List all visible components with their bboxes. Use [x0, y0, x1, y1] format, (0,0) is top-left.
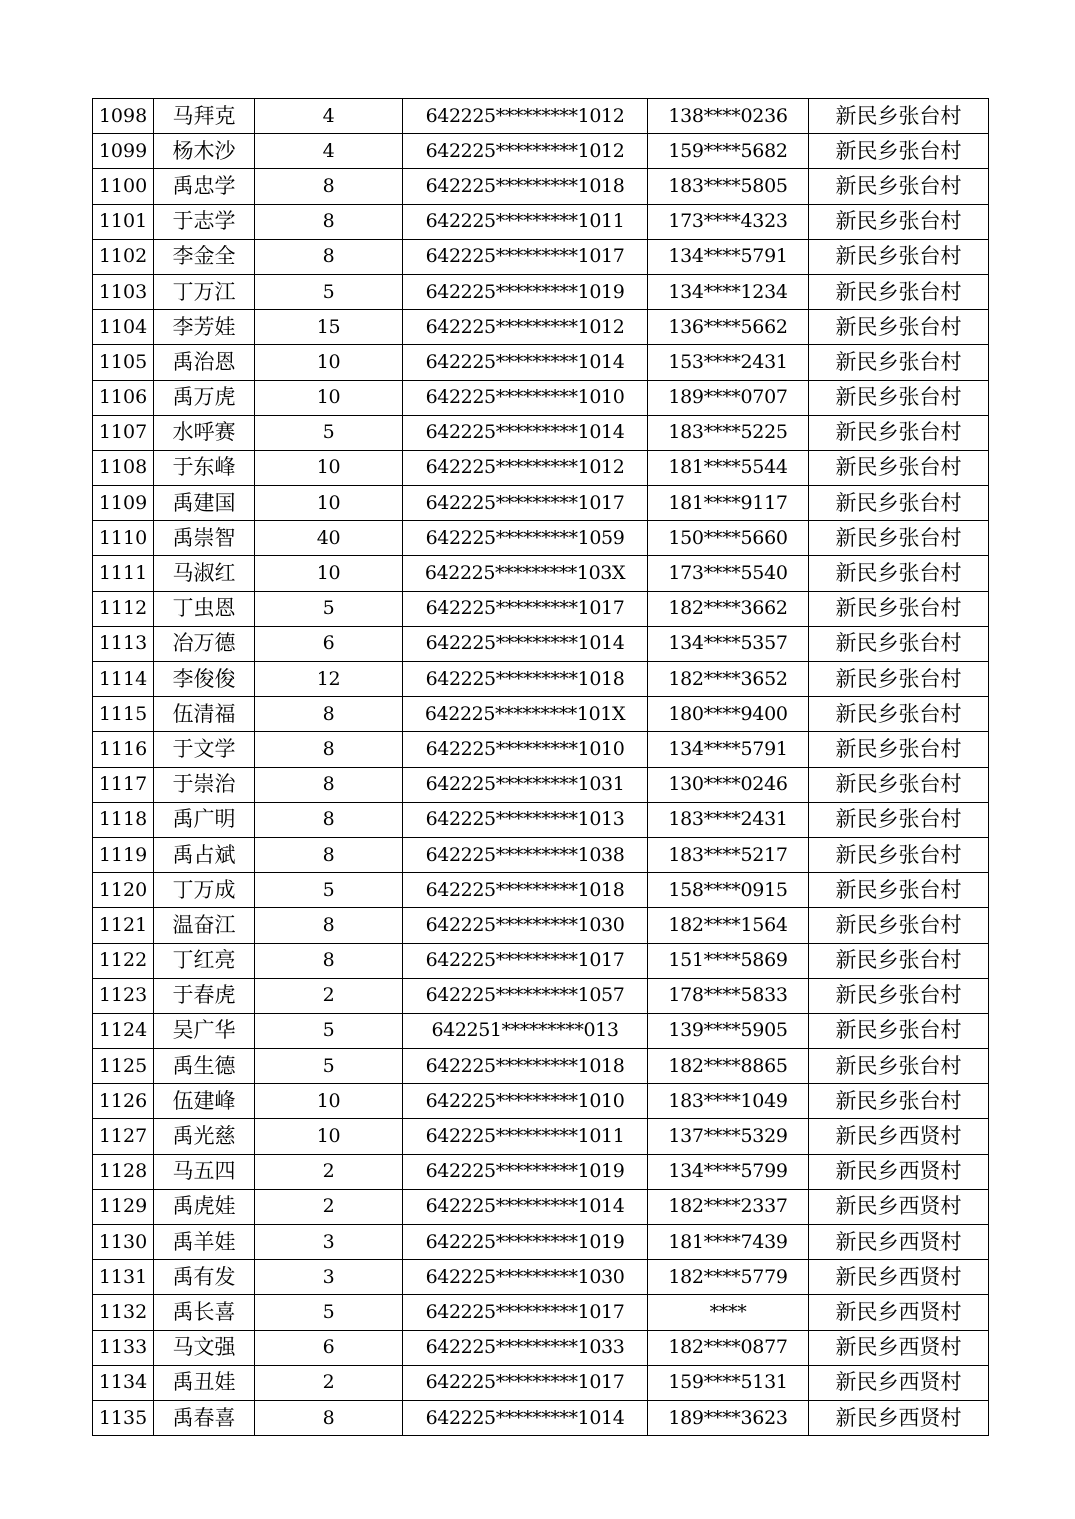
id-number-cell: 642225*********1011 [403, 1119, 648, 1154]
name-cell: 马文强 [154, 1330, 255, 1365]
table-row [93, 1189, 989, 1224]
serial-number-cell: 1121 [93, 908, 154, 943]
name-cell: 禹春喜 [154, 1400, 255, 1435]
phone-number-cell: **** [648, 1295, 809, 1330]
quantity-cell: 8 [255, 732, 403, 767]
phone-number-cell: 182****8865 [648, 1049, 809, 1084]
name-cell: 禹虎娃 [154, 1189, 255, 1224]
phone-number-cell: 189****0707 [648, 380, 809, 415]
quantity-cell: 2 [255, 1365, 403, 1400]
quantity-cell: 10 [255, 556, 403, 591]
table-row [93, 204, 989, 239]
address-cell: 新民乡张台村 [809, 204, 989, 239]
name-cell: 禹忠学 [154, 169, 255, 204]
id-number-cell: 642225*********1018 [403, 873, 648, 908]
id-number-cell: 642225*********101X [403, 697, 648, 732]
address-cell: 新民乡张台村 [809, 943, 989, 978]
address-cell: 新民乡张台村 [809, 239, 989, 274]
id-number-cell: 642225*********1030 [403, 908, 648, 943]
id-number-cell: 642225*********1010 [403, 380, 648, 415]
quantity-cell: 5 [255, 1295, 403, 1330]
name-cell: 禹生德 [154, 1049, 255, 1084]
table-row [93, 1400, 989, 1435]
name-cell: 禹光慈 [154, 1119, 255, 1154]
serial-number-cell: 1133 [93, 1330, 154, 1365]
name-cell: 马五四 [154, 1154, 255, 1189]
phone-number-cell: 181****5544 [648, 450, 809, 485]
address-cell: 新民乡张台村 [809, 345, 989, 380]
serial-number-cell: 1117 [93, 767, 154, 802]
address-cell: 新民乡张台村 [809, 450, 989, 485]
serial-number-cell: 1119 [93, 837, 154, 872]
name-cell: 禹万虎 [154, 380, 255, 415]
phone-number-cell: 134****5791 [648, 239, 809, 274]
quantity-cell: 8 [255, 697, 403, 732]
name-cell: 伍清福 [154, 697, 255, 732]
serial-number-cell: 1125 [93, 1049, 154, 1084]
table-row [93, 1225, 989, 1260]
table-row [93, 1295, 989, 1330]
address-cell: 新民乡张台村 [809, 486, 989, 521]
name-cell: 禹丑娃 [154, 1365, 255, 1400]
id-number-cell: 642225*********1018 [403, 169, 648, 204]
roster-table [92, 98, 989, 1436]
id-number-cell: 642225*********1018 [403, 1049, 648, 1084]
name-cell: 丁万成 [154, 873, 255, 908]
quantity-cell: 2 [255, 1154, 403, 1189]
serial-number-cell: 1114 [93, 662, 154, 697]
quantity-cell: 8 [255, 204, 403, 239]
table-row [93, 697, 989, 732]
serial-number-cell: 1111 [93, 556, 154, 591]
address-cell: 新民乡西贤村 [809, 1330, 989, 1365]
name-cell: 温奋江 [154, 908, 255, 943]
address-cell: 新民乡张台村 [809, 591, 989, 626]
serial-number-cell: 1134 [93, 1365, 154, 1400]
id-number-cell: 642225*********1010 [403, 1084, 648, 1119]
serial-number-cell: 1127 [93, 1119, 154, 1154]
table-row [93, 591, 989, 626]
id-number-cell: 642225*********1030 [403, 1260, 648, 1295]
id-number-cell: 642225*********1057 [403, 978, 648, 1013]
id-number-cell: 642225*********1011 [403, 204, 648, 239]
quantity-cell: 10 [255, 1119, 403, 1154]
quantity-cell: 3 [255, 1225, 403, 1260]
id-number-cell: 642225*********103X [403, 556, 648, 591]
address-cell: 新民乡张台村 [809, 837, 989, 872]
name-cell: 丁虫恩 [154, 591, 255, 626]
name-cell: 伍建峰 [154, 1084, 255, 1119]
name-cell: 吴广华 [154, 1013, 255, 1048]
address-cell: 新民乡西贤村 [809, 1225, 989, 1260]
address-cell: 新民乡张台村 [809, 99, 989, 134]
name-cell: 禹羊娃 [154, 1225, 255, 1260]
name-cell: 杨木沙 [154, 134, 255, 169]
table-row [93, 99, 989, 134]
serial-number-cell: 1123 [93, 978, 154, 1013]
name-cell: 禹有发 [154, 1260, 255, 1295]
serial-number-cell: 1099 [93, 134, 154, 169]
id-number-cell: 642225*********1012 [403, 450, 648, 485]
address-cell: 新民乡张台村 [809, 1084, 989, 1119]
phone-number-cell: 182****1564 [648, 908, 809, 943]
serial-number-cell: 1108 [93, 450, 154, 485]
serial-number-cell: 1100 [93, 169, 154, 204]
serial-number-cell: 1118 [93, 802, 154, 837]
id-number-cell: 642225*********1012 [403, 99, 648, 134]
address-cell: 新民乡张台村 [809, 1049, 989, 1084]
serial-number-cell: 1122 [93, 943, 154, 978]
name-cell: 冶万德 [154, 626, 255, 661]
table-row [93, 521, 989, 556]
phone-number-cell: 173****5540 [648, 556, 809, 591]
table-row [93, 978, 989, 1013]
name-cell: 禹治恩 [154, 345, 255, 380]
phone-number-cell: 158****0915 [648, 873, 809, 908]
name-cell: 马拜克 [154, 99, 255, 134]
table-row [93, 169, 989, 204]
name-cell: 于春虎 [154, 978, 255, 1013]
address-cell: 新民乡张台村 [809, 697, 989, 732]
table-row [93, 626, 989, 661]
phone-number-cell: 183****1049 [648, 1084, 809, 1119]
address-cell: 新民乡张台村 [809, 908, 989, 943]
serial-number-cell: 1116 [93, 732, 154, 767]
phone-number-cell: 134****5799 [648, 1154, 809, 1189]
address-cell: 新民乡西贤村 [809, 1189, 989, 1224]
name-cell: 丁万江 [154, 274, 255, 309]
quantity-cell: 2 [255, 1189, 403, 1224]
table-row [93, 908, 989, 943]
name-cell: 李芳娃 [154, 310, 255, 345]
quantity-cell: 10 [255, 450, 403, 485]
phone-number-cell: 159****5682 [648, 134, 809, 169]
quantity-cell: 8 [255, 767, 403, 802]
id-number-cell: 642225*********1012 [403, 134, 648, 169]
table-row [93, 767, 989, 802]
phone-number-cell: 183****5225 [648, 415, 809, 450]
quantity-cell: 10 [255, 486, 403, 521]
quantity-cell: 8 [255, 1400, 403, 1435]
quantity-cell: 5 [255, 591, 403, 626]
phone-number-cell: 137****5329 [648, 1119, 809, 1154]
phone-number-cell: 183****5217 [648, 837, 809, 872]
id-number-cell: 642225*********1059 [403, 521, 648, 556]
name-cell: 水呼赛 [154, 415, 255, 450]
quantity-cell: 5 [255, 1049, 403, 1084]
table-row [93, 345, 989, 380]
table-row [93, 310, 989, 345]
table-row [93, 415, 989, 450]
quantity-cell: 8 [255, 908, 403, 943]
name-cell: 李俊俊 [154, 662, 255, 697]
id-number-cell: 642225*********1017 [403, 486, 648, 521]
serial-number-cell: 1131 [93, 1260, 154, 1295]
phone-number-cell: 182****5779 [648, 1260, 809, 1295]
table-row [93, 380, 989, 415]
address-cell: 新民乡张台村 [809, 134, 989, 169]
quantity-cell: 6 [255, 626, 403, 661]
serial-number-cell: 1109 [93, 486, 154, 521]
serial-number-cell: 1103 [93, 274, 154, 309]
serial-number-cell: 1098 [93, 99, 154, 134]
phone-number-cell: 150****5660 [648, 521, 809, 556]
phone-number-cell: 151****5869 [648, 943, 809, 978]
quantity-cell: 5 [255, 873, 403, 908]
phone-number-cell: 159****5131 [648, 1365, 809, 1400]
address-cell: 新民乡张台村 [809, 978, 989, 1013]
quantity-cell: 5 [255, 1013, 403, 1048]
table-row [93, 1365, 989, 1400]
phone-number-cell: 181****7439 [648, 1225, 809, 1260]
name-cell: 李金全 [154, 239, 255, 274]
serial-number-cell: 1124 [93, 1013, 154, 1048]
name-cell: 于文学 [154, 732, 255, 767]
table-row [93, 662, 989, 697]
quantity-cell: 3 [255, 1260, 403, 1295]
phone-number-cell: 178****5833 [648, 978, 809, 1013]
quantity-cell: 8 [255, 943, 403, 978]
quantity-cell: 10 [255, 380, 403, 415]
name-cell: 于志学 [154, 204, 255, 239]
roster-table-body [93, 99, 989, 1436]
table-row [93, 943, 989, 978]
address-cell: 新民乡张台村 [809, 310, 989, 345]
address-cell: 新民乡张台村 [809, 1013, 989, 1048]
serial-number-cell: 1104 [93, 310, 154, 345]
id-number-cell: 642225*********1014 [403, 626, 648, 661]
phone-number-cell: 130****0246 [648, 767, 809, 802]
address-cell: 新民乡张台村 [809, 556, 989, 591]
address-cell: 新民乡张台村 [809, 415, 989, 450]
address-cell: 新民乡张台村 [809, 873, 989, 908]
table-row [93, 134, 989, 169]
serial-number-cell: 1106 [93, 380, 154, 415]
address-cell: 新民乡西贤村 [809, 1365, 989, 1400]
id-number-cell: 642225*********1014 [403, 1189, 648, 1224]
id-number-cell: 642225*********1012 [403, 310, 648, 345]
serial-number-cell: 1132 [93, 1295, 154, 1330]
id-number-cell: 642225*********1019 [403, 274, 648, 309]
table-row [93, 239, 989, 274]
quantity-cell: 4 [255, 134, 403, 169]
address-cell: 新民乡张台村 [809, 802, 989, 837]
id-number-cell: 642225*********1014 [403, 345, 648, 380]
phone-number-cell: 139****5905 [648, 1013, 809, 1048]
id-number-cell: 642225*********1019 [403, 1225, 648, 1260]
table-row [93, 837, 989, 872]
serial-number-cell: 1126 [93, 1084, 154, 1119]
address-cell: 新民乡西贤村 [809, 1400, 989, 1435]
quantity-cell: 15 [255, 310, 403, 345]
name-cell: 于东峰 [154, 450, 255, 485]
name-cell: 禹广明 [154, 802, 255, 837]
id-number-cell: 642225*********1017 [403, 239, 648, 274]
id-number-cell: 642225*********1033 [403, 1330, 648, 1365]
table-row [93, 556, 989, 591]
phone-number-cell: 189****3623 [648, 1400, 809, 1435]
serial-number-cell: 1135 [93, 1400, 154, 1435]
table-row [93, 1119, 989, 1154]
document-page [92, 98, 988, 1436]
phone-number-cell: 181****9117 [648, 486, 809, 521]
name-cell: 马淑红 [154, 556, 255, 591]
phone-number-cell: 134****1234 [648, 274, 809, 309]
phone-number-cell: 182****3662 [648, 591, 809, 626]
serial-number-cell: 1120 [93, 873, 154, 908]
table-row [93, 1049, 989, 1084]
table-row [93, 1013, 989, 1048]
address-cell: 新民乡西贤村 [809, 1295, 989, 1330]
table-row [93, 1330, 989, 1365]
phone-number-cell: 182****2337 [648, 1189, 809, 1224]
id-number-cell: 642225*********1019 [403, 1154, 648, 1189]
name-cell: 丁红亮 [154, 943, 255, 978]
quantity-cell: 12 [255, 662, 403, 697]
address-cell: 新民乡张台村 [809, 380, 989, 415]
id-number-cell: 642225*********1013 [403, 802, 648, 837]
id-number-cell: 642225*********1014 [403, 1400, 648, 1435]
id-number-cell: 642225*********1031 [403, 767, 648, 802]
table-row [93, 873, 989, 908]
phone-number-cell: 153****2431 [648, 345, 809, 380]
serial-number-cell: 1129 [93, 1189, 154, 1224]
name-cell: 禹建国 [154, 486, 255, 521]
phone-number-cell: 134****5357 [648, 626, 809, 661]
id-number-cell: 642225*********1017 [403, 1295, 648, 1330]
address-cell: 新民乡张台村 [809, 662, 989, 697]
phone-number-cell: 182****3652 [648, 662, 809, 697]
table-row [93, 486, 989, 521]
quantity-cell: 10 [255, 345, 403, 380]
quantity-cell: 8 [255, 802, 403, 837]
quantity-cell: 2 [255, 978, 403, 1013]
serial-number-cell: 1102 [93, 239, 154, 274]
phone-number-cell: 138****0236 [648, 99, 809, 134]
quantity-cell: 8 [255, 239, 403, 274]
quantity-cell: 5 [255, 415, 403, 450]
table-row [93, 274, 989, 309]
phone-number-cell: 136****5662 [648, 310, 809, 345]
phone-number-cell: 134****5791 [648, 732, 809, 767]
quantity-cell: 8 [255, 169, 403, 204]
id-number-cell: 642225*********1017 [403, 943, 648, 978]
address-cell: 新民乡张台村 [809, 626, 989, 661]
quantity-cell: 8 [255, 837, 403, 872]
quantity-cell: 10 [255, 1084, 403, 1119]
table-row [93, 732, 989, 767]
address-cell: 新民乡张台村 [809, 169, 989, 204]
serial-number-cell: 1113 [93, 626, 154, 661]
phone-number-cell: 183****5805 [648, 169, 809, 204]
address-cell: 新民乡张台村 [809, 732, 989, 767]
table-row [93, 1084, 989, 1119]
table-row [93, 1154, 989, 1189]
name-cell: 于崇治 [154, 767, 255, 802]
serial-number-cell: 1107 [93, 415, 154, 450]
serial-number-cell: 1115 [93, 697, 154, 732]
address-cell: 新民乡西贤村 [809, 1154, 989, 1189]
address-cell: 新民乡西贤村 [809, 1119, 989, 1154]
quantity-cell: 6 [255, 1330, 403, 1365]
id-number-cell: 642251*********013 [403, 1013, 648, 1048]
id-number-cell: 642225*********1014 [403, 415, 648, 450]
serial-number-cell: 1110 [93, 521, 154, 556]
id-number-cell: 642225*********1017 [403, 591, 648, 626]
address-cell: 新民乡张台村 [809, 274, 989, 309]
phone-number-cell: 173****4323 [648, 204, 809, 239]
quantity-cell: 5 [255, 274, 403, 309]
name-cell: 禹长喜 [154, 1295, 255, 1330]
serial-number-cell: 1128 [93, 1154, 154, 1189]
id-number-cell: 642225*********1017 [403, 1365, 648, 1400]
phone-number-cell: 182****0877 [648, 1330, 809, 1365]
quantity-cell: 40 [255, 521, 403, 556]
phone-number-cell: 180****9400 [648, 697, 809, 732]
table-row [93, 450, 989, 485]
id-number-cell: 642225*********1018 [403, 662, 648, 697]
address-cell: 新民乡西贤村 [809, 1260, 989, 1295]
serial-number-cell: 1112 [93, 591, 154, 626]
id-number-cell: 642225*********1010 [403, 732, 648, 767]
table-row [93, 1260, 989, 1295]
quantity-cell: 4 [255, 99, 403, 134]
table-row [93, 802, 989, 837]
phone-number-cell: 183****2431 [648, 802, 809, 837]
id-number-cell: 642225*********1038 [403, 837, 648, 872]
serial-number-cell: 1101 [93, 204, 154, 239]
address-cell: 新民乡张台村 [809, 767, 989, 802]
address-cell: 新民乡张台村 [809, 521, 989, 556]
name-cell: 禹崇智 [154, 521, 255, 556]
serial-number-cell: 1105 [93, 345, 154, 380]
serial-number-cell: 1130 [93, 1225, 154, 1260]
name-cell: 禹占斌 [154, 837, 255, 872]
